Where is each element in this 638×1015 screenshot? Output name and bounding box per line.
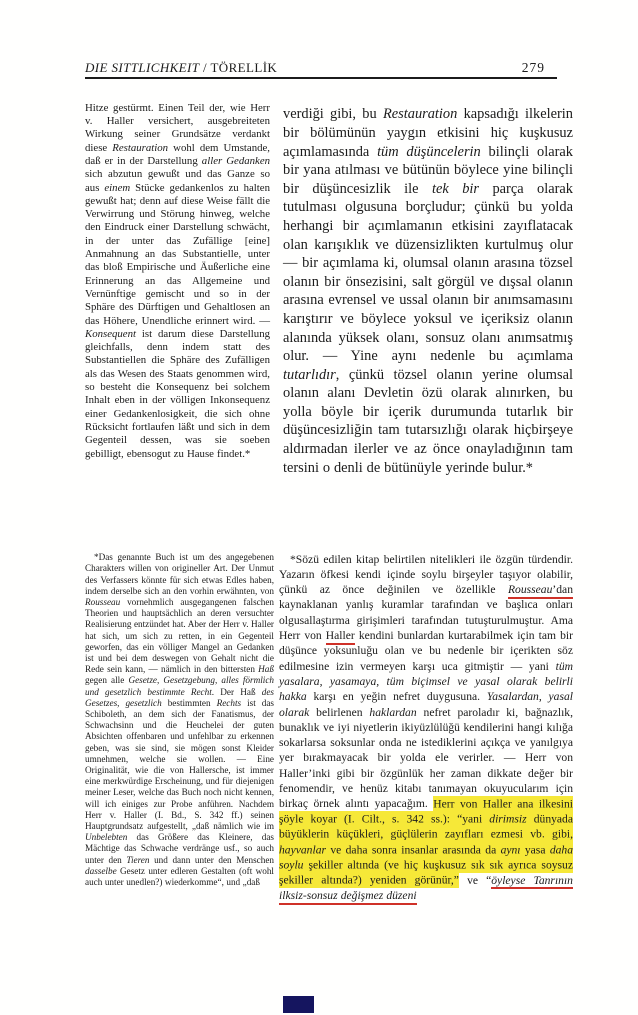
- highlighted-text: dirimsiz: [489, 812, 527, 826]
- text-run: dasselbe: [85, 865, 117, 876]
- highlighted-text: ve daha sonra insanlar arasında da: [326, 843, 501, 857]
- header-title-german: DIE SITTLICHKEIT: [85, 60, 200, 75]
- text-run: das Größere das Kleinere, das Mächtige das Schwache verdränge usf., so auch unter den: [85, 832, 274, 865]
- text-run: parça olarak tutulması olgusuna borçludur; çünkü bu yolda herhangi bir açımlamanın etkisini zayıflatacak olan karışıklık ve düzensizlikten kurtulmuş olur — bir açımlama ki, olumsal olanın arasına tözsel olanın bir önsezisini, salt görgül ve dışsal olanın arasına evrensel ve ussal olanın bir anımsamasını karıştırır ve böylece yoksul ve içeriksiz olanın alanında yüksek olanı, sonsuz olanı anımsatmış olur. — Yine aynı nedenle bu açımlama: [283, 180, 574, 365]
- text-run: kendini bunlardan kurtarabilmek için tam bir düşünce yoksunluğu olan ve bu nedenle bir içerikten söz edilmesine izin vermeyen karşı uca gitmiştir — yani: [279, 629, 573, 673]
- text-run: tüm yasalara, yasamaya, tüm biçimsel ve yasal olarak belirli hakka: [279, 659, 573, 704]
- highlighted-text: şekiller altında (ve hiç kuşkusuz sık sık ayrıca soysuz şekiller altında?) yeniden görünür,”: [279, 858, 573, 887]
- text-run: Gesetze, Gesetzgebung, alles förmlich und gesetzlich bestimmte Recht: [85, 675, 274, 697]
- page-number: 279: [521, 60, 545, 75]
- text-run: haklardan: [369, 705, 417, 719]
- text-run: karşı en yeğin nefret duygusuna.: [306, 690, 487, 704]
- red-underlined-text: Rousseau: [508, 583, 552, 599]
- text-run: Rousseau: [85, 597, 121, 607]
- text-run: wohl dem Umstande, daß er in der Darstellung: [85, 141, 270, 167]
- text-run: Yasalardan, yasal olarak: [279, 690, 574, 719]
- text-run: *Das genannte Buch ist um des angegebenen Charakters willen von origineller Art. Der Unmut des Verfassers könnte für sich etwas Edles haben, indem derselbe sich an den vorhin erwähnten, von: [85, 552, 274, 596]
- text-run: ist darum diese Darstellung gleichfalls, denn indem statt des Substantiellen die Sphäre des Zufälligen als das Wesen des Staats genommen wird, so besteht die Konsequenz bei solchem Inhalt eben in der völligen Inkonsequenz einer Gedankenlosigkeit, die sich ohne Rücksicht fortlaufen läßt und sich in dem Gegenteil dessen, was sie soeben gebilligt, ebensogut zu Hause findet.*: [85, 327, 270, 460]
- highlighted-text: daha soylu: [279, 843, 573, 872]
- header-title: [85, 60, 277, 76]
- text-run: Unbelebten: [85, 832, 128, 843]
- text-run: des Gesetzes, gesetzlich: [85, 686, 274, 708]
- header-rule: [85, 77, 557, 79]
- highlighted-text: yasa: [520, 843, 550, 857]
- running-header: [85, 60, 557, 76]
- text-run: Tieren: [126, 854, 150, 865]
- header-title-turkish: TÖRELLİK: [210, 60, 278, 75]
- red-underlined-text: öyleyse Tanrının ilksiz-sonsuz değişmez düzeni: [279, 874, 573, 905]
- text-run: kapsadığı ilkelerin bir bölümünün yaygın etkisini hiç kuşkusuz açımlamasında: [283, 106, 573, 160]
- text-run: aller Gedanken: [201, 154, 271, 167]
- highlighted-text: aynı: [500, 843, 521, 857]
- text-run: gegen alle: [85, 675, 129, 686]
- text-run: vornehmlich ausgegangenen falschen Theorien und hauptsächlich an deren versuchter Realisierung entzündet hat. Aber der Herr v. Haller hat sich, um sich zu retten, in ein Gegenteil geworfen, das ein völliger Mangel an Gedanken ist und bei dem deswegen von Gehalt nicht die Rede sein kann, — nämlich in den bittersten: [85, 597, 274, 675]
- text-run: und dann unter den Menschen: [149, 854, 275, 865]
- red-underlined-text: ’dan: [552, 583, 573, 599]
- text-run: , çünkü tözsel olanın yerine olumsal olanın alanı Devletin özü olarak alınırken, bu yolla böyle bir içerik durumunda tutarlık bir düşüncesizliğin tam tutarsızlığı olarak hiçbirşeye aldırmadan ilerler ve az önce onayladığının tam tersini o denli de bütünüyle yerinde bulur.*: [283, 366, 573, 476]
- highlighted-text: dünyada büyüklerin küçükleri, güçlülerin zayıfları ezmesi vb. gibi,: [279, 812, 573, 841]
- text-run: tek bir: [432, 180, 480, 197]
- text-run: ist das Schiboleth, an dem sich der Fanatismus, der Schwachsinn und die Heuchelei der guten Absichten offenbaren und unfehlbar zu erkennen geben, was sie sind, sie mögen sonst Kleider umnehmen, welche sie wollen. — Eine Originalität, wie die von Hallersche, ist immer eine merkwürdige Erscheinung, und für diejenigen meiner Leser, welche das Buch noch nicht kennen, will ich einiges zur Probe anführen. Nachdem Herr v. Haller (I. Bd., S. 342 ff.) seinen Hauptgrundsatz aufgestellt, „daß nämlich wie im: [85, 697, 275, 832]
- text-run: belirlenen: [309, 705, 370, 719]
- text-run: bilinçli olarak bir yana atılması ve bütünün böylece yine bilinçli bir düşüncesizlik ile: [283, 143, 573, 197]
- text-run: Rechts: [216, 697, 242, 708]
- text-run: tutarlıdır: [283, 366, 336, 383]
- text-run: Stücke gedankenlos zu halten gewußt hat; denn auf diese Weise fällt die Verwirrung und Störung hinweg, welche den Eindruck einer Darstellung schwächt, in der unter das Zufällige [eine] Anmahnung an das Substantielle, unter das bloß Empirische und Äußerliche eine Erinnerung an das Allgemeine und Vernünftige gemischt und so in der Sphäre des Dürftigen und Gehaltlosen an das Höhere, Unendliche erinnert wird. —: [85, 181, 270, 327]
- text-run: ve “: [458, 873, 492, 887]
- text-run: Restauration: [382, 106, 458, 123]
- text-run: sich abzutun gewußt und das Ganze so aus: [85, 168, 270, 194]
- text-run: *Sözü edilen kitap belirtilen nitelikleri ile özgün türdendir. Yazarın öfkesi kendi içinde soylu birşeyler taşıyor olabilir, çünkü az önce değinilen ve özellikle: [279, 552, 573, 597]
- highlighted-text: hayvanlar: [279, 843, 327, 857]
- header-title-separator: /: [199, 60, 211, 75]
- page-bottom-mark: [283, 996, 314, 1013]
- text-run: Hitze gestürmt. Einen Teil der, wie Herr v. Haller versichert, ausgebreiteten Wirkung seiner Grundsätze verdankt diese: [85, 101, 270, 154]
- red-underlined-text: Haller: [326, 629, 355, 645]
- text-run: Gesetz unter edleren Gestalten (oft wohl auch unter unedlen?) wiederkomme“, und „daß: [85, 865, 274, 888]
- text-run: Restauration: [112, 141, 169, 154]
- text-run: einem: [104, 181, 131, 194]
- text-run: Konsequent: [85, 327, 136, 340]
- text-run: Haß: [258, 664, 274, 675]
- text-run: kaynaklanan yanlış kuramlar tarafından ve başlıca onları olgusallaştırma girişimleri tarafından tutuşturulmuştur. Ama Herr von: [279, 598, 573, 643]
- text-run: . Der Haß: [211, 686, 262, 697]
- footnote-right-turkish: [279, 552, 573, 904]
- main-text-right-turkish: [283, 105, 573, 477]
- text-run: tüm düşüncelerin: [377, 143, 481, 160]
- text-run: nefret paroladır ki, bağnazlık, bunaklık ve iyi niyetlerin ikiyüzlülüğü kendilerini hangi kılığa sokarlarsa soksunlar onda ne istediklerini açıkça ve yanılgıya yer bırakmayacak bir yolda ele verirler. — Herr von Haller’inki gibi bir özgünlük her zaman dikkate değer bir fenomendir, ve henüz kitabı tanımayan okuyucularım için birkaç örnek alıntı yapacağım.: [279, 705, 573, 811]
- text-run: verdiği gibi, bu: [283, 106, 383, 123]
- main-text-left-german: [85, 102, 270, 461]
- text-run: bestimmten: [161, 697, 217, 708]
- footnote-left-german: [85, 552, 274, 888]
- highlighted-text: Herr von Haller ana ilkesini şöyle koyar (I. Cilt., s. 342 ss.): “yani: [279, 797, 574, 826]
